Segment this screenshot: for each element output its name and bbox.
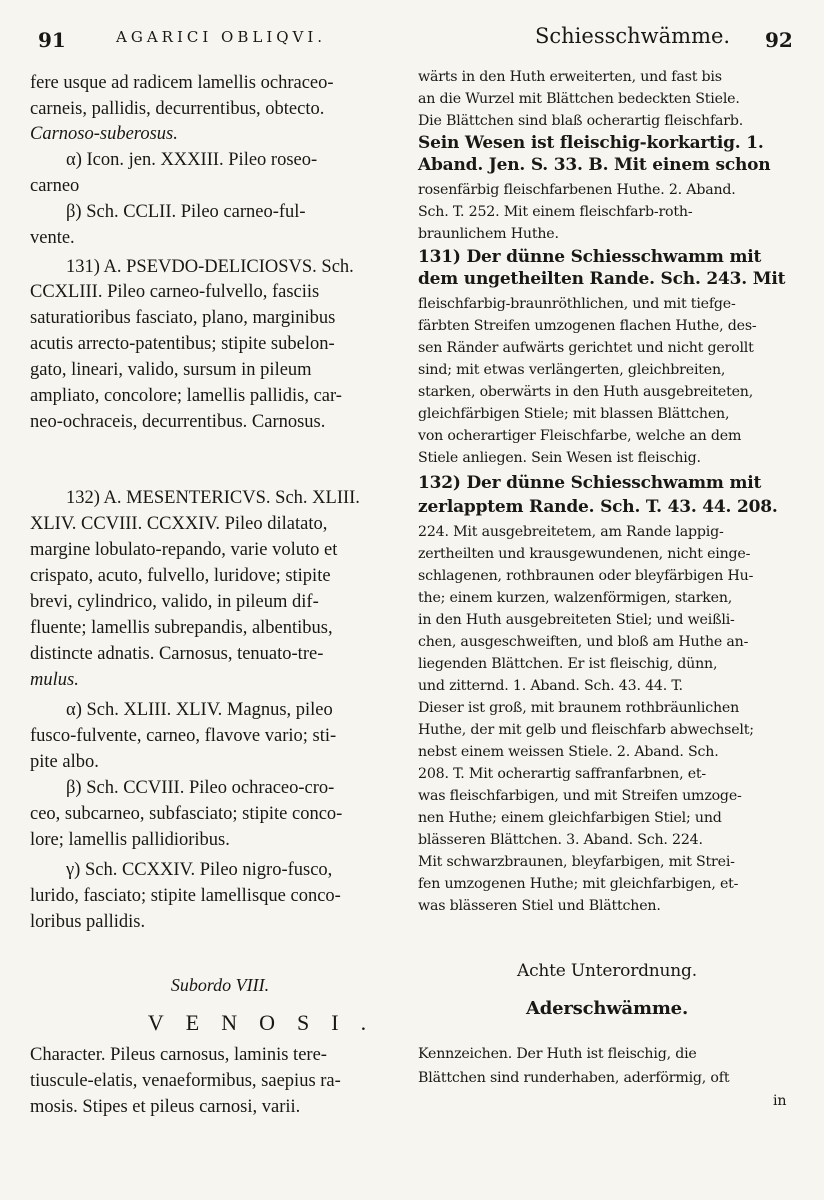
left-text-line: mosis. Stipes et pileus carnosi, varii.: [30, 1097, 301, 1117]
left-text-line: Carnoso-suberosus.: [30, 124, 178, 144]
left-text-line: β) Sch. CCLII. Pileo carneo-ful-: [66, 202, 306, 222]
right-text-line: sind; mit etwas verlängerten, gleichbreiten,: [418, 362, 726, 378]
left-text-line: distincte adnatis. Carnosus, tenuato-tre-: [30, 644, 324, 664]
left-page-number: 91: [38, 28, 66, 52]
right-text-line: chen, ausgeschweiften, und bloß am Huthe an-: [418, 634, 749, 650]
left-text-line: tiuscule-elatis, venaeformibus, saepius ra-: [30, 1071, 341, 1091]
right-text-line: Sein Wesen ist fleischig-korkartig. 1.: [418, 133, 764, 153]
right-text-line: Stiele anliegen. Sein Wesen ist fleischig.: [418, 450, 701, 466]
left-text-line: β) Sch. CCVIII. Pileo ochraceo-cro-: [66, 778, 335, 798]
left-text-line: crispato, acuto, fulvello, luridove; stipite: [30, 566, 331, 586]
left-text-line: 131) A. PSEVDO-DELICIOSVS. Sch.: [66, 257, 354, 277]
left-text-line: ceo, subcarneo, subfasciato; stipite conco-: [30, 804, 343, 824]
right-text-line: rosenfärbig fleischfarbenen Huthe. 2. Aband.: [418, 182, 736, 198]
right-text-line: 224. Mit ausgebreitetem, am Rande lappig-: [418, 524, 724, 540]
left-text-line: lore; lamellis pallidioribus.: [30, 830, 230, 850]
right-text-line: was blässeren Stiel und Blättchen.: [418, 898, 661, 914]
left-text-line: fere usque ad radicem lamellis ochraceo-: [30, 73, 334, 93]
left-text-line: carneis, pallidis, decurrentibus, obtecto.: [30, 99, 325, 119]
right-page-number: 92: [765, 28, 793, 52]
right-text-line: dem ungetheilten Rande. Sch. 243. Mit: [418, 269, 786, 289]
left-text-line: margine lobulato-repando, varie voluto et: [30, 540, 338, 560]
right-text-line: zertheilten und krausgewundenen, nicht einge-: [418, 546, 751, 562]
right-text-line: Huthe, der mit gelb und fleischfarb abwechselt;: [418, 722, 754, 738]
left-text-line: CCXLIII. Pileo carneo-fulvello, fasciis: [30, 282, 320, 302]
right-text-line: sen Ränder aufwärts gerichtet und nicht gerollt: [418, 340, 754, 356]
right-text-line: 132) Der dünne Schiesschwamm mit: [418, 473, 762, 493]
right-text-line: the; einem kurzen, walzenförmigen, starken,: [418, 590, 733, 606]
right-text-line: nebst einem weissen Stiele. 2. Aband. Sch.: [418, 744, 719, 760]
left-text-line: pite albo.: [30, 752, 99, 772]
left-text-line: neo-ochraceis, decurrentibus. Carnosus.: [30, 412, 326, 432]
right-text-line: Aband. Jen. S. 33. B. Mit einem schon: [418, 155, 771, 175]
right-text-line: in: [773, 1093, 787, 1109]
right-text-line: blässeren Blättchen. 3. Aband. Sch. 224.: [418, 832, 703, 848]
right-text-line: fen umzogenen Huthe; mit gleichfarbigen, et-: [418, 876, 739, 892]
right-text-line: in den Huth ausgebreiteten Stiel; und weißli-: [418, 612, 735, 628]
left-text-line: ampliato, concolore; lamellis pallidis, car-: [30, 386, 342, 406]
left-text-line: lurido, fasciato; stipite lamellisque conco-: [30, 886, 341, 906]
right-text-line: 208. T. Mit ocherartig saffranfarbnen, et-: [418, 766, 707, 782]
right-text-line: braunlichem Huthe.: [418, 226, 559, 242]
right-text-line: Dieser ist groß, mit braunem rothbräunlichen: [418, 700, 740, 716]
left-text-line: Subordo VIII.: [170, 975, 270, 995]
right-text-line: 131) Der dünne Schiesschwamm mit: [418, 247, 762, 267]
left-text-line: α) Icon. jen. XXXIII. Pileo roseo-: [66, 150, 318, 170]
left-text-line: saturatioribus fasciato, plano, marginibus: [30, 308, 336, 328]
left-text-line: XLIV. CCVIII. CCXXIV. Pileo dilatato,: [30, 514, 328, 534]
left-text-line: carneo: [30, 176, 80, 196]
right-text-line: und zitternd. 1. Aband. Sch. 43. 44. T.: [418, 678, 683, 694]
right-text-line: von ocherartiger Fleischfarbe, welche an dem: [418, 428, 742, 444]
left-text-line: VENOSI.: [147, 1010, 389, 1035]
right-text-line: liegenden Blättchen. Er ist fleischig, dünn,: [418, 656, 718, 672]
right-text-line: an die Wurzel mit Blättchen bedeckten Stiele.: [418, 91, 740, 107]
right-text-line: fleischfarbig-braunröthlichen, und mit tiefge-: [418, 296, 736, 312]
right-text-line: zerlapptem Rande. Sch. T. 43. 44. 208.: [418, 497, 778, 517]
left-text-line: acutis arrecto-patentibus; stipite subelon-: [30, 334, 335, 354]
right-text-line: Achte Unterordnung.: [517, 961, 697, 981]
right-text-line: starken, oberwärts in den Huth ausgebreiteten,: [418, 384, 754, 400]
left-text-line: fusco-fulvente, carneo, flavove vario; sti-: [30, 726, 337, 746]
right-text-line: Mit schwarzbraunen, bleyfarbigen, mit Strei-: [418, 854, 735, 870]
right-text-line: nen Huthe; einem gleichfarbigen Stiel; und: [418, 810, 722, 826]
left-running-head: AGARICI OBLIQVI.: [116, 28, 327, 46]
left-text-line: brevi, cylindrico, valido, in pileum dif-: [30, 592, 319, 612]
right-text-line: wärts in den Huth erweiterten, und fast bis: [418, 69, 722, 85]
right-text-line: schlagenen, rothbraunen oder bleyfärbigen Hu-: [418, 568, 754, 584]
right-text-line: Die Blättchen sind blaß ocherartig fleischfarb.: [418, 113, 744, 129]
left-text-line: Character. Pileus carnosus, laminis tere-: [30, 1045, 327, 1065]
right-text-line: Aderschwämme.: [525, 998, 689, 1019]
left-text-line: α) Sch. XLIII. XLIV. Magnus, pileo: [66, 700, 333, 720]
right-running-head: Schiesschwämme.: [535, 24, 731, 48]
left-text-line: vente.: [30, 228, 75, 248]
right-text-line: Kennzeichen. Der Huth ist fleischig, die: [418, 1046, 697, 1062]
right-text-line: was fleischfarbigen, und mit Streifen umzoge-: [418, 788, 742, 804]
right-text-line: färbten Streifen umzogenen flachen Huthe, des-: [418, 318, 757, 334]
left-text-line: fluente; lamellis subrepandis, albentibus,: [30, 618, 333, 638]
right-text-line: gleichfärbigen Stiele; mit blassen Blättchen,: [418, 406, 730, 422]
left-text-line: 132) A. MESENTERICVS. Sch. XLIII.: [66, 488, 360, 508]
left-text-line: mulus.: [30, 670, 79, 690]
left-text-line: gato, lineari, valido, sursum in pileum: [30, 360, 312, 380]
left-text-line: γ) Sch. CCXXIV. Pileo nigro-fusco,: [66, 860, 333, 880]
right-text-line: Sch. T. 252. Mit einem fleischfarb-roth-: [418, 204, 693, 220]
left-text-line: loribus pallidis.: [30, 912, 146, 932]
right-text-line: Blättchen sind runderhaben, aderförmig, oft: [418, 1070, 730, 1086]
